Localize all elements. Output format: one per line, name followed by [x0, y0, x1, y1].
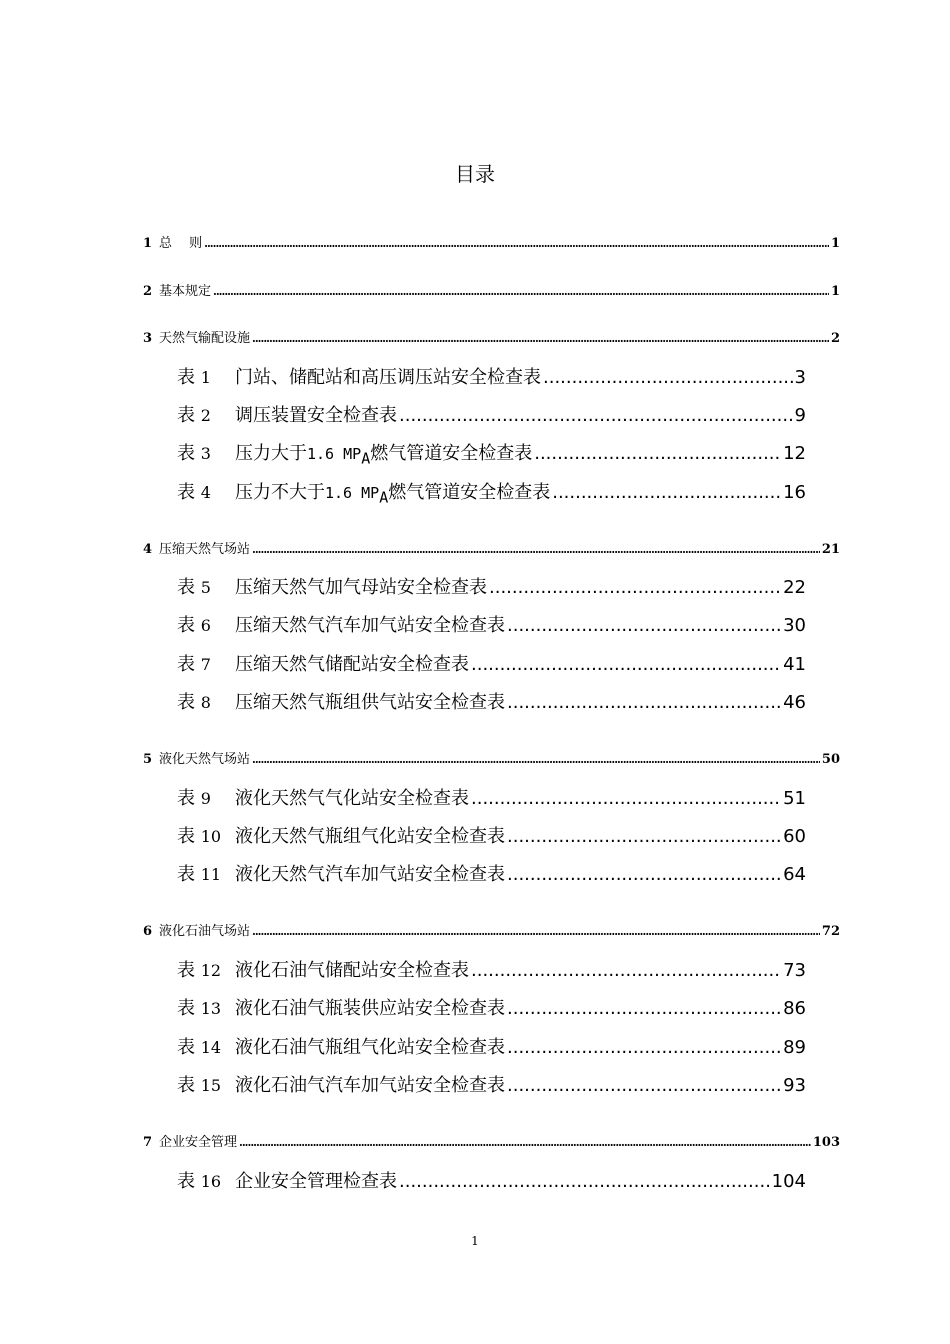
chapter-number: 4 [143, 542, 153, 557]
chapter-title: 总 则 [159, 236, 203, 251]
table-label: 表 7 [177, 654, 211, 675]
chapter-number: 1 [143, 236, 153, 251]
table-page: 73 [783, 960, 806, 981]
chapter-number: 2 [143, 284, 153, 299]
table-label: 表 11 [177, 864, 222, 885]
chapter-title: 液化天然气场站 [159, 752, 251, 767]
dot-leader [204, 236, 829, 251]
table-page: 9 [794, 405, 806, 426]
chapter-page: 72 [821, 924, 840, 939]
dot-leader [534, 443, 781, 464]
chapter-number: 6 [143, 924, 153, 939]
toc-table-11[interactable] [177, 860, 806, 886]
table-page: 104 [771, 1171, 806, 1192]
chapter-page: 1 [830, 284, 840, 299]
dot-leader [543, 367, 793, 388]
toc-chapter-6[interactable] [143, 920, 840, 939]
toc-table-5[interactable] [177, 573, 806, 599]
chapter-title: 液化石油气场站 [159, 924, 251, 939]
toc-table-4[interactable] [177, 478, 806, 507]
table-label: 表 9 [177, 788, 211, 809]
chapter-page: 21 [821, 542, 840, 557]
toc-chapter-5[interactable] [143, 748, 840, 767]
dot-leader [399, 405, 793, 426]
chapter-number: 5 [143, 752, 153, 767]
chapter-page: 2 [830, 331, 840, 346]
chapter-title: 天然气输配设施 [159, 331, 251, 346]
dot-leader [552, 482, 781, 503]
dot-leader [213, 284, 829, 299]
table-label: 表 14 [177, 1037, 222, 1058]
table-page: 41 [783, 654, 806, 675]
table-title: 液化石油气汽车加气站安全检查表 [235, 1075, 505, 1096]
table-page: 16 [783, 482, 806, 503]
dot-leader [399, 1171, 770, 1192]
dot-leader [507, 864, 781, 885]
table-page: 51 [783, 788, 806, 809]
chapter-page: 50 [821, 752, 840, 767]
table-label: 表 6 [177, 615, 211, 636]
toc-table-10[interactable] [177, 822, 806, 848]
table-title: 企业安全管理检查表 [235, 1171, 397, 1192]
table-label: 表 3 [177, 443, 211, 464]
table-label: 表 5 [177, 577, 211, 598]
dot-leader [252, 542, 820, 557]
toc-title: 目录 [455, 162, 495, 186]
toc-chapter-4[interactable] [143, 538, 840, 557]
table-page: 86 [783, 998, 806, 1019]
dot-leader [252, 331, 829, 346]
dot-leader [471, 654, 781, 675]
table-label: 表 2 [177, 405, 211, 426]
table-page: 12 [783, 443, 806, 464]
table-title: 液化石油气储配站安全检查表 [235, 960, 469, 981]
table-page: 22 [783, 577, 806, 598]
table-title: 门站、储配站和高压调压站安全检查表 [235, 367, 541, 388]
table-label: 表 16 [177, 1171, 222, 1192]
dot-leader [507, 1075, 781, 1096]
toc-table-1[interactable] [177, 363, 806, 389]
table-title: 压缩天然气瓶组供气站安全检查表 [235, 692, 505, 713]
toc-table-2[interactable] [177, 401, 806, 427]
table-label: 表 4 [177, 482, 211, 503]
table-page: 93 [783, 1075, 806, 1096]
toc-chapter-7[interactable] [143, 1131, 840, 1150]
table-title: 调压装置安全检查表 [235, 405, 397, 426]
toc-chapter-3[interactable] [143, 327, 840, 346]
toc-table-8[interactable] [177, 688, 806, 714]
table-title: 液化石油气瓶装供应站安全检查表 [235, 998, 505, 1019]
chapter-number: 7 [143, 1135, 153, 1150]
dot-leader [507, 615, 781, 636]
toc-chapter-2[interactable] [143, 280, 840, 299]
table-title: 压力不大于1.6 $MP_A$燃气管道安全检查表 [235, 482, 551, 507]
toc-table-14[interactable] [177, 1033, 806, 1059]
table-page: 30 [783, 615, 806, 636]
toc-table-3[interactable] [177, 439, 806, 468]
toc-table-7[interactable] [177, 650, 806, 676]
chapter-page: 1 [830, 236, 840, 251]
dot-leader [507, 1037, 781, 1058]
toc-table-15[interactable] [177, 1071, 806, 1097]
dot-leader [489, 577, 781, 598]
table-label: 表 15 [177, 1075, 222, 1096]
chapter-number: 3 [143, 331, 153, 346]
table-page: 60 [783, 826, 806, 847]
toc-table-6[interactable] [177, 611, 806, 637]
table-page: 3 [794, 367, 806, 388]
dot-leader [252, 924, 820, 939]
dot-leader [239, 1135, 811, 1150]
chapter-page: 103 [812, 1135, 840, 1150]
toc-table-9[interactable] [177, 784, 806, 810]
table-title: 压力大于1.6 $MP_A$燃气管道安全检查表 [235, 443, 533, 468]
table-label: 表 13 [177, 998, 222, 1019]
toc-table-12[interactable] [177, 956, 806, 982]
table-label: 表 1 [177, 367, 211, 388]
table-title: 压缩天然气加气母站安全检查表 [235, 577, 487, 598]
dot-leader [507, 692, 781, 713]
table-title: 液化天然气瓶组气化站安全检查表 [235, 826, 505, 847]
table-page: 64 [783, 864, 806, 885]
table-label: 表 8 [177, 692, 211, 713]
toc-table-13[interactable] [177, 994, 806, 1020]
dot-leader [507, 998, 781, 1019]
table-title: 液化天然气气化站安全检查表 [235, 788, 469, 809]
dot-leader [252, 752, 820, 767]
table-title: 压缩天然气汽车加气站安全检查表 [235, 615, 505, 636]
table-page: 89 [783, 1037, 806, 1058]
chapter-title: 企业安全管理 [159, 1135, 238, 1150]
toc-table-16[interactable] [177, 1167, 806, 1193]
table-title: 液化石油气瓶组气化站安全检查表 [235, 1037, 505, 1058]
chapter-title: 基本规定 [159, 284, 212, 299]
table-title: 液化天然气汽车加气站安全检查表 [235, 864, 505, 885]
dot-leader [507, 826, 781, 847]
dot-leader [471, 788, 781, 809]
table-label: 表 12 [177, 960, 222, 981]
table-page: 46 [783, 692, 806, 713]
chapter-title: 压缩天然气场站 [159, 542, 251, 557]
table-label: 表 10 [177, 826, 222, 847]
toc-chapter-1[interactable] [143, 232, 840, 251]
page-number: 1 [471, 1234, 479, 1248]
dot-leader [471, 960, 781, 981]
table-title: 压缩天然气储配站安全检查表 [235, 654, 469, 675]
